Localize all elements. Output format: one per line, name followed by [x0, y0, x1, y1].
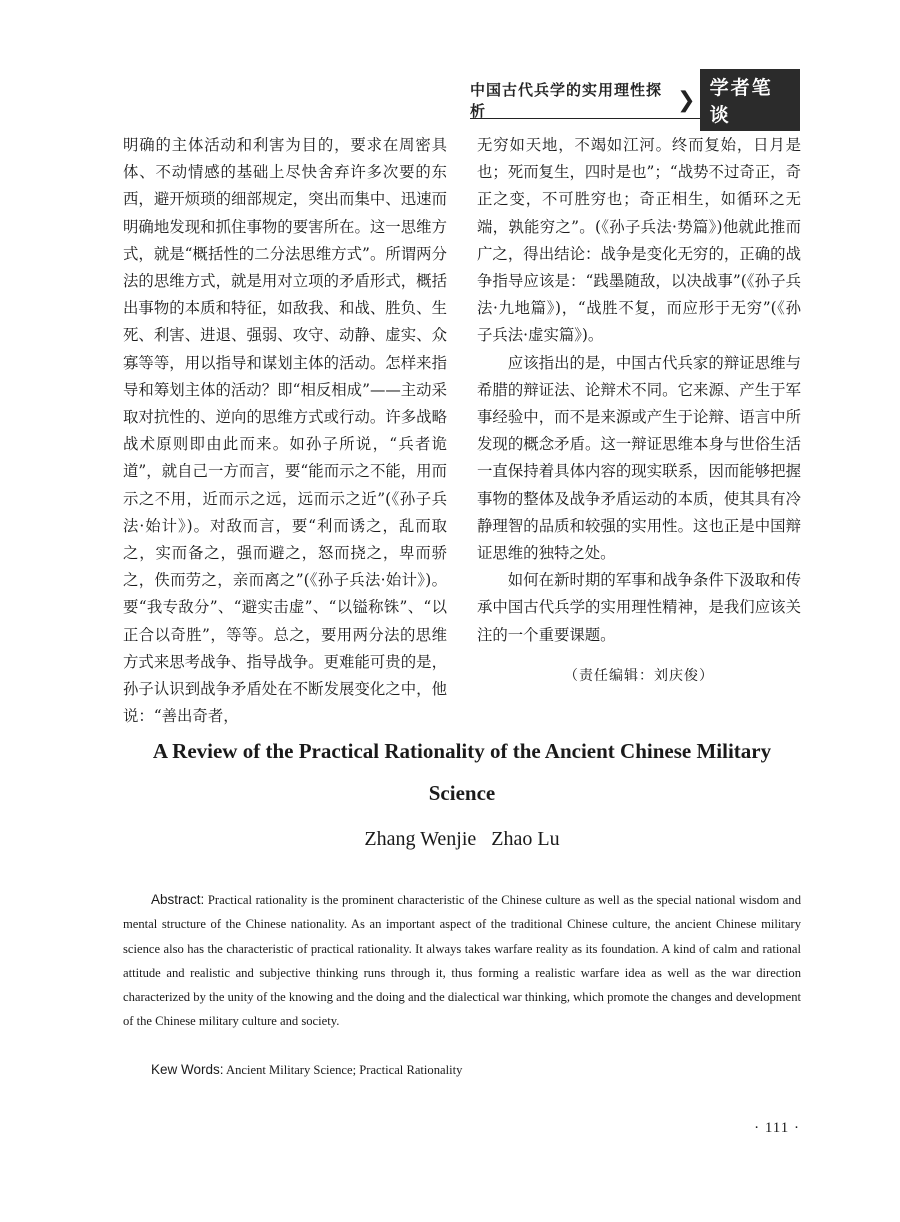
right-continuation: 无穷如天地，不竭如江河。终而复始，日月是也；死而复生，四时是也”；“战势不过奇正，奇正之变，不可胜穷也；奇正相生，如循环之无端，孰能穷之”。(《孙子兵法·势篇》)他就此推而广之，得出结论：战争是变化无穷的，正确的战争指导应该是：“践墨随敌，以决战事”(《孙子兵法·九地篇》)，“战胜不复，而应形于无穷”(《孙子兵法·虚实篇》)。 — [477, 136, 801, 345]
body-columns — [123, 132, 801, 726]
abstract-label: Abstract: — [151, 892, 205, 907]
abstract-text: Practical rationality is the prominent characteristic of the Chinese culture as well as the special national wisdom and mental structure of the Chinese nationality. As an important aspect of the traditional Chinese culture, the ancient Chinese military science also has the characteristic of practical rationality. It always takes warfare reality as its foundation. A kind of calm and rational attitude and realistic and subjective thinking runs through it, thus forming a realistic warfare idea as well as the war direction characterized by the unity of the knowing and the doing and the dialectical war thinking, which promote the changes and development of the Chinese military culture and society. — [123, 893, 801, 1029]
author-2: Zhao Lu — [491, 828, 560, 850]
english-authors — [123, 828, 801, 851]
right-paragraph-2: 如何在新时期的军事和战争条件下汲取和传承中国古代兵学的实用理性精神，是我们应该关注的一个重要课题。 — [477, 571, 801, 644]
left-paragraph: 明确的主体活动和利害为目的，要求在周密具体、不动情感的基础上尽快舍弃许多次要的东西，避开烦琐的细部规定，突出而集中、迅速而明确地发现和抓住事物的要害所在。这一思维方式，就是“概括性的二分法思维方式”。所谓两分法的思维方式，就是用对立项的矛盾形式，概括出事物的本质和特征，如敌我、和战、胜负、生死、利害、进退、强弱、攻守、动静、虚实、众寡等等，用以指导和谋划主体的活动。怎样来指导和筹划主体的活动？即“相反相成”——主动采取对抗性的、逆向的思维方式或行动。许多战略战术原则即由此而来。如孙子所说，“兵者诡道”，就自己一方而言，要“能而示之不能，用而示之不用，近而示之远，远而示之近”(《孙子兵法·始计》)。对敌而言，要“利而诱之，乱而取之，实而备之，强而避之，怒而挠之，卑而骄之，佚而劳之，亲而离之”(《孙子兵法·始计》)。要“我专敌分”、“避实击虚”、“以镒称铢”、“以正合以奇胜”，等等。总之，要用两分法的思维方式来思考战争、指导战争。更难能可贵的是，孙子认识到战争矛盾处在不断发展变化之中，他说：“善出奇者， — [123, 136, 447, 726]
left-column — [123, 132, 447, 726]
english-keywords — [151, 1062, 801, 1078]
section-badge: 学者笔谈 — [700, 69, 800, 131]
editor-credit: （责任编辑：刘庆俊） — [564, 667, 714, 684]
header-title: 中国古代兵学的实用理性探析 — [470, 81, 663, 120]
page-number: · 111 · — [754, 1120, 800, 1136]
english-title: A Review of the Practical Rationality of the Ancient Chinese Military Science — [152, 739, 772, 805]
keywords-text: Ancient Military Science; Practical Rationality — [226, 1063, 463, 1077]
keywords-label: Kew Words: — [151, 1062, 224, 1077]
author-1: Zhang Wenjie — [364, 828, 477, 850]
running-header — [470, 77, 800, 126]
right-column — [477, 132, 801, 702]
right-paragraph-1: 应该指出的是，中国古代兵家的辩证思维与希腊的辩证法、论辩术不同。它来源、产生于军事经验中，而不是来源或产生于论辩、语言中所发现的概念矛盾。这一辩证思维本身与世俗生活一直保持着具体内容的现实联系，因而能够把握事物的整体及战争矛盾运动的本质，使其具有冷静理智的品质和较强的实用性。这也正是中国辩证思维的独特之处。 — [477, 353, 801, 563]
english-abstract — [123, 888, 801, 1034]
chevron-right-icon: ❯ — [677, 87, 696, 113]
